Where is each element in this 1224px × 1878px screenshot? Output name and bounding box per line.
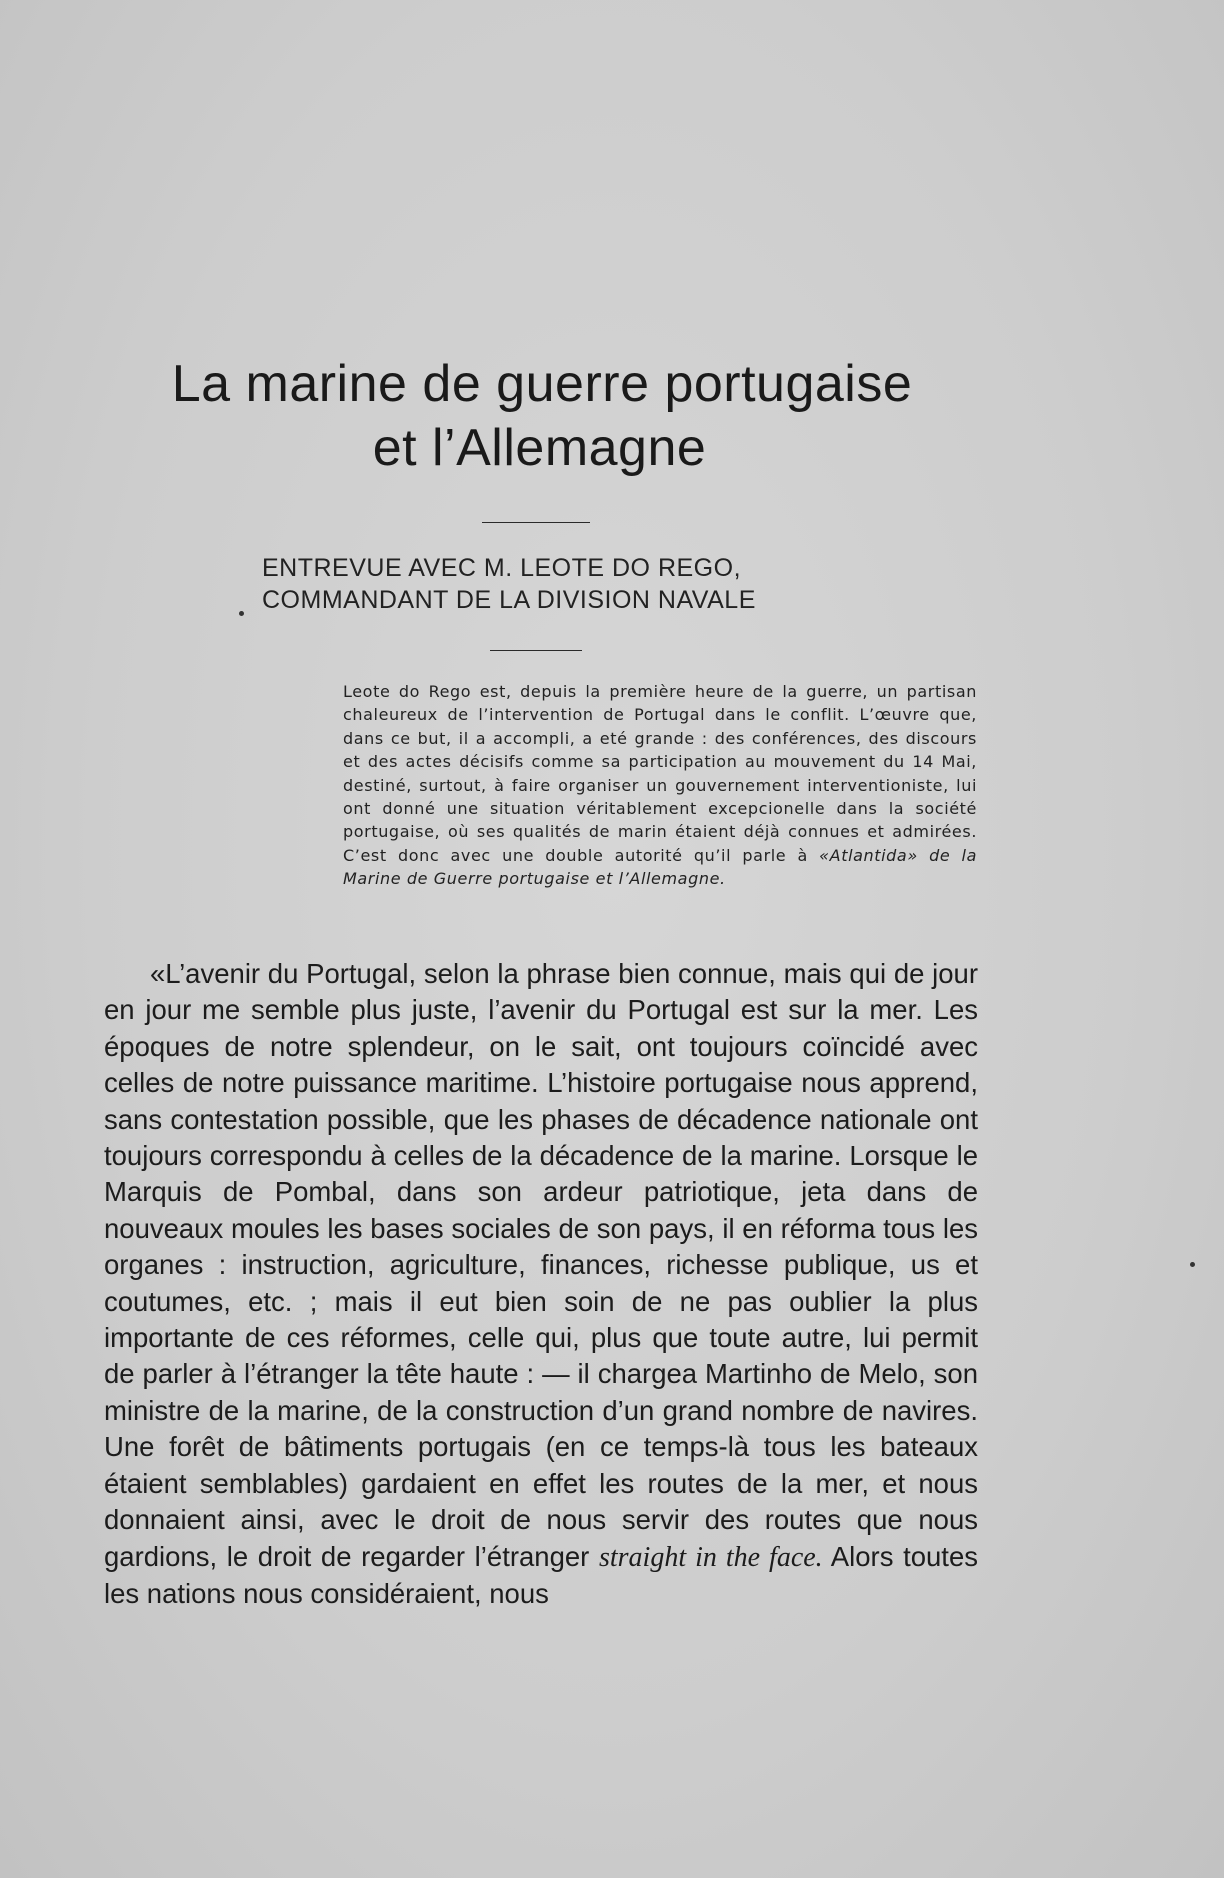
body-paragraph: [104, 956, 978, 1612]
body-text: «L’avenir du Portugal, selon la phrase bien connue, mais qui de jour en jour me semble plus juste, l’avenir du Portugal est sur la mer. Les époques de notre splendeur, on le sait, ont toujours coïncidé avec celles de notre puissance maritime. L’histoire portugaise nous apprend, sans contestation possible, que les phases de décadence nationale ont toujours correspondu à celles de la décadence de la marine. Lorsque le Marquis de Pombal, dans son ardeur patriotique, jeta dans de nouveaux moules les bases sociales de son pays, il en réforma tous les organes : instruction, agriculture, finances, richesse publique, us et coutumes, etc. ; mais il eut bien soin de ne pas oublier la plus importante de ces réformes, celle qui, plus que toute autre, lui permit de parler à l’étranger la tête haute : — il chargea Martinho de Melo, son ministre de la marine, de la construction d’un grand nombre de navires. Une forêt de bâtiments portugais (en ce temps-là tous les bateaux étaient semblables) gardaient en effet les routes de la mer, et nous donnaient ainsi, avec le droit de nous servir des routes que nous gardions, le droit de regarder l’étranger: [104, 958, 978, 1572]
title-line-2: et l’Allemagne: [372, 419, 707, 477]
title-line-1: La marine de guerre portugaise: [171, 355, 913, 413]
article-subtitle: [262, 552, 862, 616]
paper-speck: [239, 611, 244, 616]
body-tail-text: Alors toutes les nations nous considéraient, nous: [104, 1540, 978, 1609]
intro-paragraph: [343, 680, 977, 891]
subtitle-line-2: COMMANDANT DE LA DIVISION NAVALE: [262, 586, 756, 614]
subtitle-divider: [490, 650, 582, 651]
intro-text: Leote do Rego est, depuis la première heure de la guerre, un partisan chaleureux de l’intervention de Portugal dans le conflit. L’œuvre que, dans ce but, il a accompli, a eté grande : des conférences, des discours et des actes décisifs comme sa participation au mouvement du 14 Mai, destiné, surtout, à faire organiser un gouvernement interventioniste, lui ont donné une situation véritablement excepcionelle dans la société portugaise, où ses qualités de marin étaient déjà connues et admirées. C’est donc avec une double autorité qu’il parle à: [343, 682, 977, 865]
subtitle-line-1: ENTREVUE AVEC M. LEOTE DO REGO,: [262, 554, 742, 582]
title-divider: [482, 522, 590, 523]
paper-speck: [1190, 1262, 1195, 1267]
body-italic-text: straight in the face.: [598, 1541, 823, 1573]
intro-italic-text: «Atlantida» de la Marine de Guerre portugaise et l’Allemagne.: [343, 845, 977, 889]
article-title: [0, 352, 1224, 480]
